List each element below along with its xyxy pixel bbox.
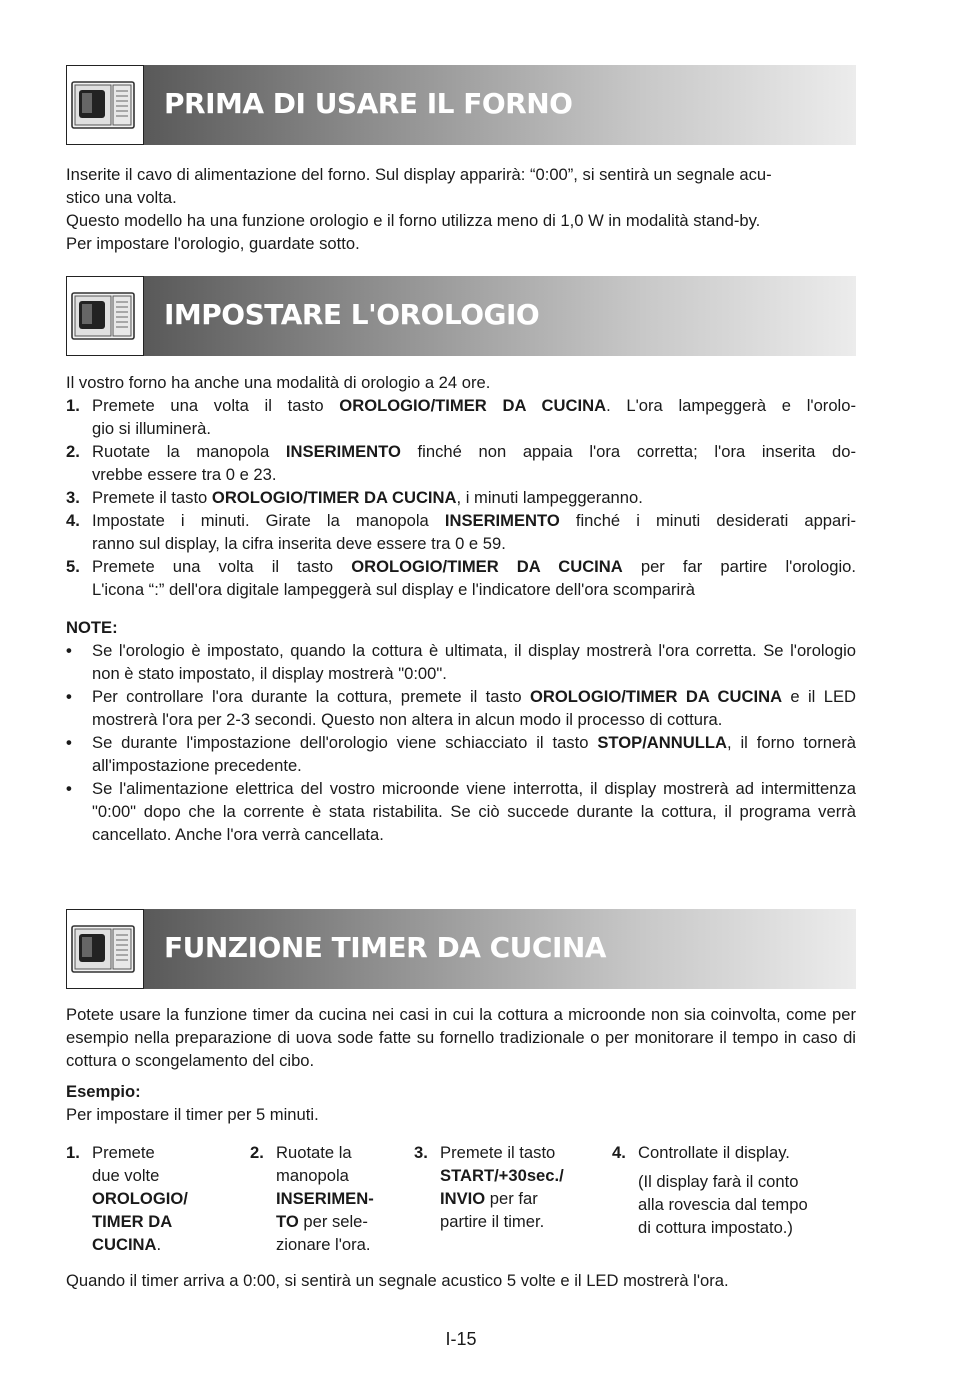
list-item xyxy=(66,555,856,601)
body-line: Per impostare l'orologio, guardate sotto. xyxy=(66,234,360,253)
body-line: Questo modello ha una funzione orologio e il forno utilizza meno di 1,0 W in modalità stand-by. xyxy=(66,211,761,230)
list-item xyxy=(66,639,856,685)
list-item xyxy=(66,394,856,440)
step-marker: 4. xyxy=(66,511,80,530)
step-text: . xyxy=(156,1235,162,1254)
bullet: • xyxy=(66,779,72,798)
microwave-icon xyxy=(70,287,140,345)
step-text: Premete il tasto xyxy=(92,488,212,507)
list-item xyxy=(66,440,856,486)
step-key: INSERIMENTO xyxy=(444,511,560,530)
step-text: due volte xyxy=(92,1166,160,1185)
prima-body xyxy=(66,163,856,255)
note-text: e il LED mostrerà l'ora per 2-3 secondi. Questo non altera in alcun modo il processo di cottura. xyxy=(92,687,856,729)
example-text: Per impostare il timer per 5 minuti. xyxy=(66,1105,319,1124)
step-text: Controllate il display. xyxy=(638,1143,790,1162)
bullet: • xyxy=(66,687,72,706)
step-key: TO xyxy=(276,1212,299,1231)
step-text: finché non appaia l'ora corretta; l'ora inserita do- xyxy=(400,442,857,461)
step-text: zionare l'ora. xyxy=(276,1235,371,1254)
orologio-body xyxy=(66,371,856,846)
step-text: Ruotate la manopola xyxy=(92,442,286,461)
list-item xyxy=(66,731,856,777)
body-line: stico una volta. xyxy=(66,188,177,207)
step-key: INSERIMENTO xyxy=(285,442,401,461)
step-marker: 5. xyxy=(66,557,80,576)
microwave-icon xyxy=(70,76,140,134)
step-marker: 3. xyxy=(66,488,80,507)
note-text: Se l'alimentazione elettrica del vostro microonde viene interrotta, il display mostrerà ad intermittenza "0:00" dopo che la corrente è stata ristabilita. Se ciò succede durante la cottura, il programa verrà cancellato. Anche l'ora verrà cancellata. xyxy=(92,779,856,844)
step-text: Premete una volta il tasto xyxy=(92,557,352,576)
bullet: • xyxy=(66,641,72,660)
bullet: • xyxy=(66,733,72,752)
step-text: di cottura impostato.) xyxy=(638,1218,793,1237)
timer-closing xyxy=(66,1269,856,1292)
note-title: NOTE: xyxy=(66,618,118,637)
section-title: IMPOSTARE L'OROLOGIO xyxy=(164,298,540,331)
step-key: OROLOGIO/TIMER DA CUCINA xyxy=(339,396,607,415)
step-marker: 4. xyxy=(612,1143,626,1162)
header-band xyxy=(144,276,856,356)
step-key: OROLOGIO/TIMER DA CUCINA xyxy=(211,488,457,507)
step-text: ranno sul display, la cifra inserita deve essere tra 0 e 59. xyxy=(92,534,506,553)
step-key: START/+30sec./ xyxy=(440,1166,564,1185)
step-text: gio si illuminerà. xyxy=(92,419,211,438)
microwave-icon-box xyxy=(66,909,144,989)
step-text: L'icona “:” dell'ora digitale lampeggerà sul display e l'indicatore dell'ora scomparirà xyxy=(92,580,695,599)
list-item xyxy=(66,777,856,846)
note-text: Per controllare l'ora durante la cottura, premete il tasto xyxy=(92,687,530,706)
step-marker: 1. xyxy=(66,1143,80,1162)
section-header-timer xyxy=(66,909,856,989)
section-title: FUNZIONE TIMER DA CUCINA xyxy=(164,931,606,964)
intro-text: Potete usare la funzione timer da cucina nei casi in cui la cottura a microonde non sia coinvolta, come per esempio nella preparazione di uova sode fatte su fornello tradizionale o per monitorare il tempo in caso di cottura o scongelamento del cibo. xyxy=(66,1005,856,1070)
intro-text: Il vostro forno ha anche una modalità di orologio a 24 ore. xyxy=(66,373,491,392)
note-text: Se durante l'impostazione dell'orologio viene schiacciato il tasto xyxy=(92,733,598,752)
notes-list xyxy=(66,639,856,846)
section-title: PRIMA DI USARE IL FORNO xyxy=(164,87,573,120)
step-text: , i minuti lampeggeranno. xyxy=(456,488,643,507)
section-header-orologio xyxy=(66,276,856,356)
section-header-prima xyxy=(66,65,856,145)
step-text: per far partire l'orologio. xyxy=(622,557,856,576)
body-line: Inserite il cavo di alimentazione del forno. Sul display apparirà: “0:00”, si sentirà un segnale acu- xyxy=(66,165,772,184)
note-key: STOP/ANNULLA xyxy=(597,733,727,752)
step-text: Impostate i minuti. Girate la manopola xyxy=(92,511,445,530)
step-text: Premete una volta il tasto xyxy=(92,396,340,415)
step-text: Premete il tasto xyxy=(440,1143,556,1162)
list-item xyxy=(66,509,856,555)
step-marker: 2. xyxy=(66,442,80,461)
timer-intro xyxy=(66,1003,856,1126)
step-text: . L'ora lampeggerà e l'orolo- xyxy=(606,396,856,415)
step-key: TIMER DA xyxy=(92,1212,173,1231)
step-text: Premete xyxy=(92,1143,155,1162)
step-text: alla rovescia dal tempo xyxy=(638,1195,808,1214)
step-marker: 3. xyxy=(414,1143,428,1162)
microwave-icon-box xyxy=(66,276,144,356)
step-text: per sele- xyxy=(298,1212,368,1231)
list-item xyxy=(66,486,856,509)
note-key: OROLOGIO/TIMER DA CUCINA xyxy=(530,687,783,706)
microwave-icon xyxy=(70,920,140,978)
step-key: INVIO xyxy=(440,1189,486,1208)
microwave-icon-box xyxy=(66,65,144,145)
step-text: (Il display farà il conto xyxy=(638,1172,799,1191)
step-text: Ruotate la xyxy=(276,1143,352,1162)
example-title: Esempio: xyxy=(66,1082,141,1101)
steps-list xyxy=(66,394,856,601)
note-text: , il forno tornerà all'impostazione precedente. xyxy=(92,733,856,775)
list-item xyxy=(66,685,856,731)
step-key: INSERIMEN- xyxy=(276,1189,374,1208)
step-text: vrebbe essere tra 0 e 23. xyxy=(92,465,277,484)
step-key: OROLOGIO/ xyxy=(92,1189,188,1208)
step-key: OROLOGIO/TIMER DA CUCINA xyxy=(351,557,623,576)
page-number: I-15 xyxy=(445,1329,477,1349)
step-marker: 1. xyxy=(66,396,80,415)
step-text: partire il timer. xyxy=(440,1212,545,1231)
step-key: CUCINA xyxy=(92,1235,157,1254)
note-text: Se l'orologio è impostato, quando la cottura è ultimata, il display mostrerà l'ora corretta. Se l'orologio non è stato impostato, il display mostrerà "0:00". xyxy=(92,641,856,683)
step-text: manopola xyxy=(276,1166,349,1185)
step-text: per far xyxy=(485,1189,538,1208)
step-text: finché i minuti desiderati appari- xyxy=(559,511,856,530)
header-band xyxy=(144,65,856,145)
header-band xyxy=(144,909,856,989)
step-marker: 2. xyxy=(250,1143,264,1162)
closing-text: Quando il timer arriva a 0:00, si sentirà un segnale acustico 5 volte e il LED mostrerà l'ora. xyxy=(66,1271,729,1290)
